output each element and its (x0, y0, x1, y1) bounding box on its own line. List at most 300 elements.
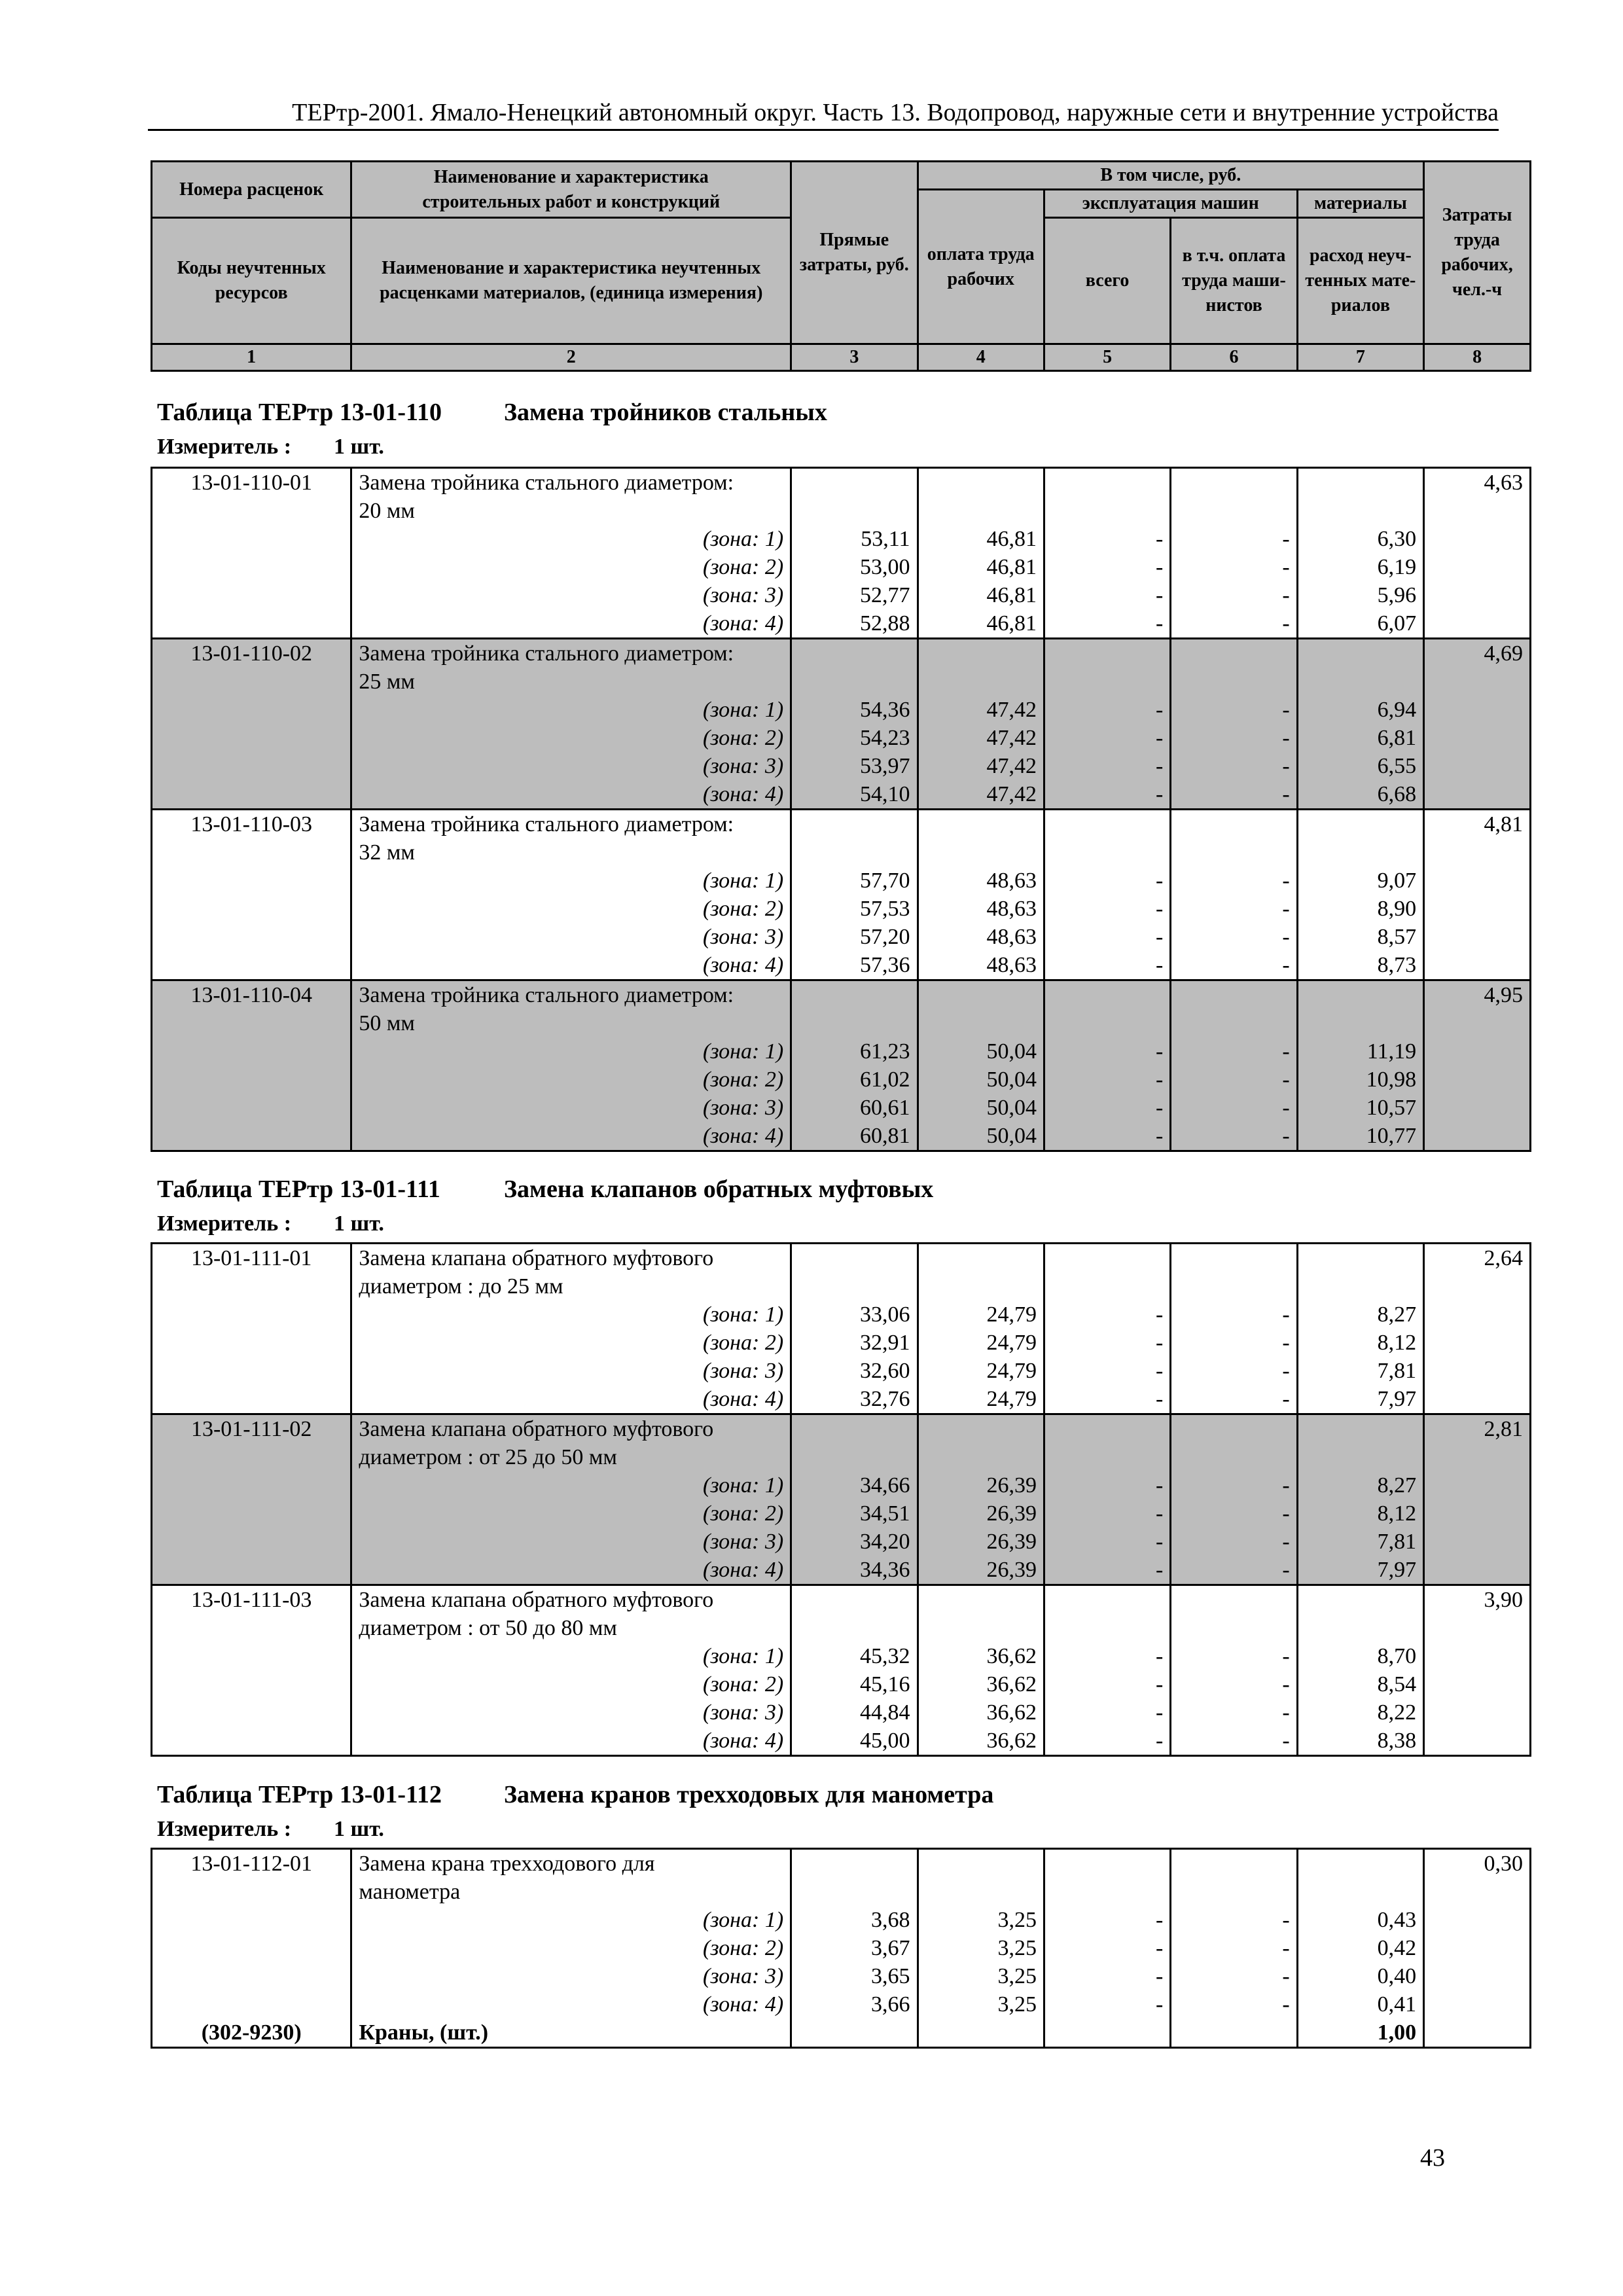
worker-pay: 48,63 (918, 923, 1044, 951)
machinist-pay: - (1171, 951, 1297, 980)
rate-block (152, 810, 1531, 980)
resource-amount: 1,00 (1297, 2018, 1423, 2048)
machine-total: - (1044, 1385, 1170, 1414)
worker-pay: 3,25 (918, 1934, 1044, 1962)
table-row (152, 1990, 1531, 2018)
machine-total: - (1044, 1066, 1170, 1094)
empty-cell (791, 1585, 918, 1615)
machine-total: - (1044, 1934, 1170, 1962)
labor-cost: 2,64 (1424, 1244, 1531, 1273)
empty-cell (1424, 1990, 1531, 2018)
empty-cell (152, 1670, 351, 1698)
materials-cost: 7,97 (1297, 1385, 1423, 1414)
empty-cell (152, 553, 351, 581)
empty-cell (1297, 1878, 1423, 1906)
zone-label: (зона: 2) (351, 724, 791, 752)
table-row (152, 1066, 1531, 1094)
empty-cell (791, 1443, 918, 1471)
work-name: 20 мм (351, 497, 791, 525)
machine-total: - (1044, 1357, 1170, 1385)
header-including: В том числе, руб. (918, 162, 1424, 190)
empty-cell (791, 1009, 918, 1037)
empty-cell (1424, 581, 1531, 609)
table-row (152, 895, 1531, 923)
machine-total: - (1044, 951, 1170, 980)
empty-cell (918, 468, 1044, 497)
empty-cell (1171, 1585, 1297, 1615)
empty-cell (152, 1906, 351, 1934)
machine-total: - (1044, 1962, 1170, 1990)
work-name: диаметром : от 25 до 50 мм (351, 1443, 791, 1471)
materials-cost: 7,81 (1297, 1357, 1423, 1385)
direct-cost: 45,16 (791, 1670, 918, 1698)
machine-total: - (1044, 1698, 1170, 1727)
worker-pay: 36,62 (918, 1642, 1044, 1670)
zone-label: (зона: 4) (351, 1990, 791, 2018)
empty-cell (1297, 1849, 1423, 1878)
table-row (152, 1094, 1531, 1122)
rates-table-13-01-112 (151, 1848, 1531, 2049)
empty-cell (1424, 895, 1531, 923)
header-material-consumption: расход неуч-тенных мате-риалов (1297, 218, 1423, 344)
direct-cost: 54,23 (791, 724, 918, 752)
empty-cell (1424, 1934, 1531, 1962)
zone-label: (зона: 2) (351, 895, 791, 923)
machine-total: - (1044, 1556, 1170, 1585)
zone-label: (зона: 1) (351, 867, 791, 895)
work-name: 32 мм (351, 838, 791, 867)
empty-cell (1424, 1009, 1531, 1037)
empty-cell (1424, 609, 1531, 639)
table-row (152, 1698, 1531, 1727)
worker-pay: 26,39 (918, 1471, 1044, 1499)
materials-cost: 8,27 (1297, 1300, 1423, 1329)
section-table-code: Таблица ТЕРтр 13-01-112 (157, 1781, 442, 1808)
table-row (152, 1556, 1531, 1585)
machinist-pay: - (1171, 1528, 1297, 1556)
empty-cell (1297, 1272, 1423, 1300)
zone-label: (зона: 2) (351, 1329, 791, 1357)
materials-cost: 10,77 (1297, 1122, 1423, 1151)
machinist-pay: - (1171, 1300, 1297, 1329)
machinist-pay: - (1171, 1471, 1297, 1499)
section-table-code: Таблица ТЕРтр 13-01-111 (157, 1175, 440, 1203)
work-name: манометра (351, 1878, 791, 1906)
empty-cell (918, 1009, 1044, 1037)
empty-cell (1044, 1849, 1170, 1878)
zone-label: (зона: 1) (351, 1471, 791, 1499)
materials-cost: 8,57 (1297, 923, 1423, 951)
header-worker-pay: оплата труда рабочих (918, 190, 1044, 344)
empty-cell (1297, 838, 1423, 867)
table-row (152, 1300, 1531, 1329)
empty-cell (1044, 838, 1170, 867)
table-row (152, 1471, 1531, 1499)
materials-cost: 8,27 (1297, 1471, 1423, 1499)
empty-cell (1044, 668, 1170, 696)
empty-cell (1171, 668, 1297, 696)
empty-cell (1171, 1009, 1297, 1037)
table-row (152, 553, 1531, 581)
meter-value: 1 шт. (334, 1211, 384, 1236)
zone-label: (зона: 3) (351, 1094, 791, 1122)
empty-cell (918, 497, 1044, 525)
direct-cost: 53,00 (791, 553, 918, 581)
empty-cell (152, 525, 351, 553)
work-name: диаметром : от 50 до 80 мм (351, 1614, 791, 1642)
empty-cell (152, 1066, 351, 1094)
materials-cost: 6,07 (1297, 609, 1423, 639)
materials-cost: 8,12 (1297, 1499, 1423, 1528)
empty-cell (1424, 724, 1531, 752)
empty-cell (791, 810, 918, 839)
materials-cost: 7,97 (1297, 1556, 1423, 1585)
empty-cell (1297, 468, 1423, 497)
table-row (152, 1272, 1531, 1300)
machinist-pay: - (1171, 1556, 1297, 1585)
table-row (152, 752, 1531, 780)
direct-cost: 57,53 (791, 895, 918, 923)
empty-cell (1044, 1009, 1170, 1037)
empty-cell (1044, 1443, 1170, 1471)
zone-label: (зона: 1) (351, 1037, 791, 1066)
empty-cell (1424, 1878, 1531, 1906)
empty-cell (152, 951, 351, 980)
empty-cell (1171, 1272, 1297, 1300)
zone-label: (зона: 3) (351, 1357, 791, 1385)
materials-cost: 11,19 (1297, 1037, 1423, 1066)
empty-cell (1424, 1300, 1531, 1329)
direct-cost: 34,66 (791, 1471, 918, 1499)
machinist-pay: - (1171, 724, 1297, 752)
empty-cell (918, 838, 1044, 867)
zone-label: (зона: 2) (351, 1499, 791, 1528)
direct-cost: 3,67 (791, 1934, 918, 1962)
rate-block (152, 1414, 1531, 1585)
section-heading-13-01-112 (157, 1780, 1538, 1842)
section-heading-13-01-110 (157, 398, 1538, 459)
direct-cost: 34,36 (791, 1556, 918, 1585)
zone-label: (зона: 1) (351, 696, 791, 724)
worker-pay: 3,25 (918, 1962, 1044, 1990)
header-work-name-line1: Наименование и характеристика (433, 166, 709, 187)
table-row (152, 838, 1531, 867)
empty-cell (1424, 951, 1531, 980)
empty-cell (1171, 1878, 1297, 1906)
section-table-name: Замена тройников стальных (504, 399, 827, 426)
direct-cost: 60,61 (791, 1094, 918, 1122)
table-row (152, 951, 1531, 980)
work-name: Замена крана трехходового для (351, 1849, 791, 1878)
work-name: Замена тройника стального диаметром: (351, 810, 791, 839)
worker-pay: 24,79 (918, 1357, 1044, 1385)
table-row (152, 724, 1531, 752)
zone-label: (зона: 1) (351, 525, 791, 553)
zone-label: (зона: 4) (351, 609, 791, 639)
direct-cost: 3,65 (791, 1962, 918, 1990)
zone-label: (зона: 4) (351, 1385, 791, 1414)
empty-cell (791, 1878, 918, 1906)
work-name: Замена тройника стального диаметром: (351, 468, 791, 497)
zone-label: (зона: 3) (351, 1962, 791, 1990)
machine-total: - (1044, 581, 1170, 609)
zone-label: (зона: 2) (351, 1670, 791, 1698)
empty-cell (918, 980, 1044, 1010)
empty-cell (1424, 668, 1531, 696)
work-name: Замена тройника стального диаметром: (351, 980, 791, 1010)
table-row (152, 1009, 1531, 1037)
materials-cost: 8,70 (1297, 1642, 1423, 1670)
empty-cell (1424, 838, 1531, 867)
machinist-pay: - (1171, 1698, 1297, 1727)
empty-cell (1171, 497, 1297, 525)
materials-cost: 6,30 (1297, 525, 1423, 553)
machine-total: - (1044, 1727, 1170, 1756)
empty-cell (1044, 2018, 1170, 2048)
zone-label: (зона: 1) (351, 1642, 791, 1670)
table-row (152, 609, 1531, 639)
empty-cell (1044, 639, 1170, 668)
materials-cost: 8,12 (1297, 1329, 1423, 1357)
zone-label: (зона: 3) (351, 752, 791, 780)
work-name: 25 мм (351, 668, 791, 696)
labor-cost: 4,95 (1424, 980, 1531, 1010)
table-row (152, 1528, 1531, 1556)
machinist-pay: - (1171, 1934, 1297, 1962)
empty-cell (152, 1009, 351, 1037)
worker-pay: 48,63 (918, 895, 1044, 923)
worker-pay: 46,81 (918, 525, 1044, 553)
table-row (152, 810, 1531, 839)
empty-cell (1171, 810, 1297, 839)
worker-pay: 36,62 (918, 1698, 1044, 1727)
empty-cell (1424, 1037, 1531, 1066)
rate-code: 13-01-111-03 (152, 1585, 351, 1615)
empty-cell (1297, 1443, 1423, 1471)
section-heading-13-01-111 (157, 1175, 1538, 1236)
empty-cell (152, 1471, 351, 1499)
meter-label: Измеритель : (157, 1211, 292, 1236)
worker-pay: 47,42 (918, 752, 1044, 780)
direct-cost: 52,77 (791, 581, 918, 609)
empty-cell (791, 2018, 918, 2048)
worker-pay: 50,04 (918, 1122, 1044, 1151)
empty-cell (1044, 1878, 1170, 1906)
empty-cell (152, 696, 351, 724)
column-number: 3 (791, 344, 918, 371)
empty-cell (1171, 838, 1297, 867)
meter-label: Измеритель : (157, 1817, 292, 1841)
header-machine-ops: эксплуатация машин (1044, 190, 1297, 218)
empty-cell (152, 1329, 351, 1357)
empty-cell (791, 1849, 918, 1878)
empty-cell (1424, 497, 1531, 525)
labor-cost: 0,30 (1424, 1849, 1531, 1878)
empty-cell (1171, 1414, 1297, 1444)
empty-cell (1424, 1670, 1531, 1698)
materials-cost: 10,57 (1297, 1094, 1423, 1122)
empty-cell (1424, 867, 1531, 895)
empty-cell (1044, 468, 1170, 497)
table-row (152, 1878, 1531, 1906)
empty-cell (1297, 980, 1423, 1010)
empty-cell (152, 1300, 351, 1329)
direct-cost: 3,68 (791, 1906, 918, 1934)
machinist-pay: - (1171, 1385, 1297, 1414)
table-row (152, 639, 1531, 668)
worker-pay: 50,04 (918, 1037, 1044, 1066)
rates-table-13-01-110 (151, 467, 1531, 1152)
zone-label: (зона: 1) (351, 1906, 791, 1934)
machine-total: - (1044, 1499, 1170, 1528)
header-labor-costs: Затраты труда рабочих, чел.-ч (1424, 162, 1531, 344)
table-row (152, 468, 1531, 497)
direct-cost: 61,23 (791, 1037, 918, 1066)
empty-cell (918, 1849, 1044, 1878)
worker-pay: 46,81 (918, 581, 1044, 609)
worker-pay: 47,42 (918, 780, 1044, 810)
empty-cell (918, 1272, 1044, 1300)
empty-cell (1424, 1642, 1531, 1670)
column-header-table (151, 160, 1531, 372)
empty-cell (152, 1962, 351, 1990)
resource-code: (302-9230) (152, 2018, 351, 2048)
work-name: 50 мм (351, 1009, 791, 1037)
labor-cost: 4,69 (1424, 639, 1531, 668)
table-row (152, 1385, 1531, 1414)
header-rate-numbers: Номера расценок (152, 162, 351, 218)
machine-total: - (1044, 895, 1170, 923)
empty-cell (791, 497, 918, 525)
table-row (152, 1037, 1531, 1066)
column-number: 8 (1424, 344, 1531, 371)
materials-cost: 8,54 (1297, 1670, 1423, 1698)
materials-cost: 6,55 (1297, 752, 1423, 780)
zone-label: (зона: 3) (351, 923, 791, 951)
empty-cell (1297, 1009, 1423, 1037)
worker-pay: 50,04 (918, 1066, 1044, 1094)
column-number: 5 (1044, 344, 1170, 371)
rate-code: 13-01-110-04 (152, 980, 351, 1010)
table-row (152, 1642, 1531, 1670)
empty-cell (1424, 553, 1531, 581)
empty-cell (1297, 810, 1423, 839)
zone-label: (зона: 2) (351, 1066, 791, 1094)
empty-cell (791, 668, 918, 696)
machine-total: - (1044, 553, 1170, 581)
rate-block (152, 468, 1531, 639)
meter-value: 1 шт. (334, 435, 384, 459)
empty-cell (918, 1878, 1044, 1906)
empty-cell (1424, 1528, 1531, 1556)
machine-total: - (1044, 696, 1170, 724)
empty-cell (918, 1585, 1044, 1615)
header-work-name-line2: строительных работ и конструкций (422, 191, 721, 212)
machine-total: - (1044, 1642, 1170, 1670)
empty-cell (918, 810, 1044, 839)
machinist-pay: - (1171, 1990, 1297, 2018)
empty-cell (918, 668, 1044, 696)
empty-cell (791, 1272, 918, 1300)
direct-cost: 61,02 (791, 1066, 918, 1094)
table-row (152, 1906, 1531, 1934)
column-number: 7 (1297, 344, 1423, 371)
zone-label: (зона: 2) (351, 553, 791, 581)
table-row (152, 1329, 1531, 1357)
zone-label: (зона: 4) (351, 780, 791, 810)
table-row (152, 980, 1531, 1010)
empty-cell (1297, 1585, 1423, 1615)
empty-cell (1424, 1443, 1531, 1471)
empty-cell (152, 609, 351, 639)
machinist-pay: - (1171, 752, 1297, 780)
empty-cell (1424, 1272, 1531, 1300)
resource-name: Краны, (шт.) (351, 2018, 791, 2048)
worker-pay: 36,62 (918, 1670, 1044, 1698)
table-row (152, 1849, 1531, 1878)
machinist-pay: - (1171, 1094, 1297, 1122)
empty-cell (791, 1414, 918, 1444)
direct-cost: 45,00 (791, 1727, 918, 1756)
machinist-pay: - (1171, 1357, 1297, 1385)
worker-pay: 47,42 (918, 696, 1044, 724)
materials-cost: 7,81 (1297, 1528, 1423, 1556)
machine-total: - (1044, 1037, 1170, 1066)
worker-pay: 26,39 (918, 1528, 1044, 1556)
header-resource-codes: Коды неучтенных ресурсов (152, 218, 351, 344)
empty-cell (152, 1990, 351, 2018)
empty-cell (1424, 1329, 1531, 1357)
empty-cell (1424, 752, 1531, 780)
empty-cell (791, 838, 918, 867)
empty-cell (1424, 1499, 1531, 1528)
zone-label: (зона: 1) (351, 1300, 791, 1329)
worker-pay: 24,79 (918, 1300, 1044, 1329)
page-number: 43 (1420, 2144, 1445, 2172)
direct-cost: 32,76 (791, 1385, 918, 1414)
header-machine-total: всего (1044, 218, 1170, 344)
empty-cell (918, 1244, 1044, 1273)
labor-cost: 4,63 (1424, 468, 1531, 497)
machinist-pay: - (1171, 1906, 1297, 1934)
zone-label: (зона: 4) (351, 951, 791, 980)
machine-total: - (1044, 724, 1170, 752)
empty-cell (152, 1272, 351, 1300)
table-row (152, 668, 1531, 696)
empty-cell (152, 1556, 351, 1585)
empty-cell (1424, 525, 1531, 553)
worker-pay: 24,79 (918, 1329, 1044, 1357)
empty-cell (1171, 1244, 1297, 1273)
empty-cell (1297, 668, 1423, 696)
materials-cost: 0,42 (1297, 1934, 1423, 1962)
direct-cost: 34,51 (791, 1499, 918, 1528)
empty-cell (1297, 497, 1423, 525)
direct-cost: 52,88 (791, 609, 918, 639)
empty-cell (1171, 980, 1297, 1010)
empty-cell (1171, 1614, 1297, 1642)
empty-cell (1424, 1698, 1531, 1727)
table-row (152, 581, 1531, 609)
empty-cell (1424, 696, 1531, 724)
machinist-pay: - (1171, 923, 1297, 951)
labor-cost: 4,81 (1424, 810, 1531, 839)
table-row (152, 1962, 1531, 1990)
machine-total: - (1044, 525, 1170, 553)
section-meter (157, 1211, 1538, 1236)
table-row (152, 1670, 1531, 1698)
empty-cell (152, 1934, 351, 1962)
